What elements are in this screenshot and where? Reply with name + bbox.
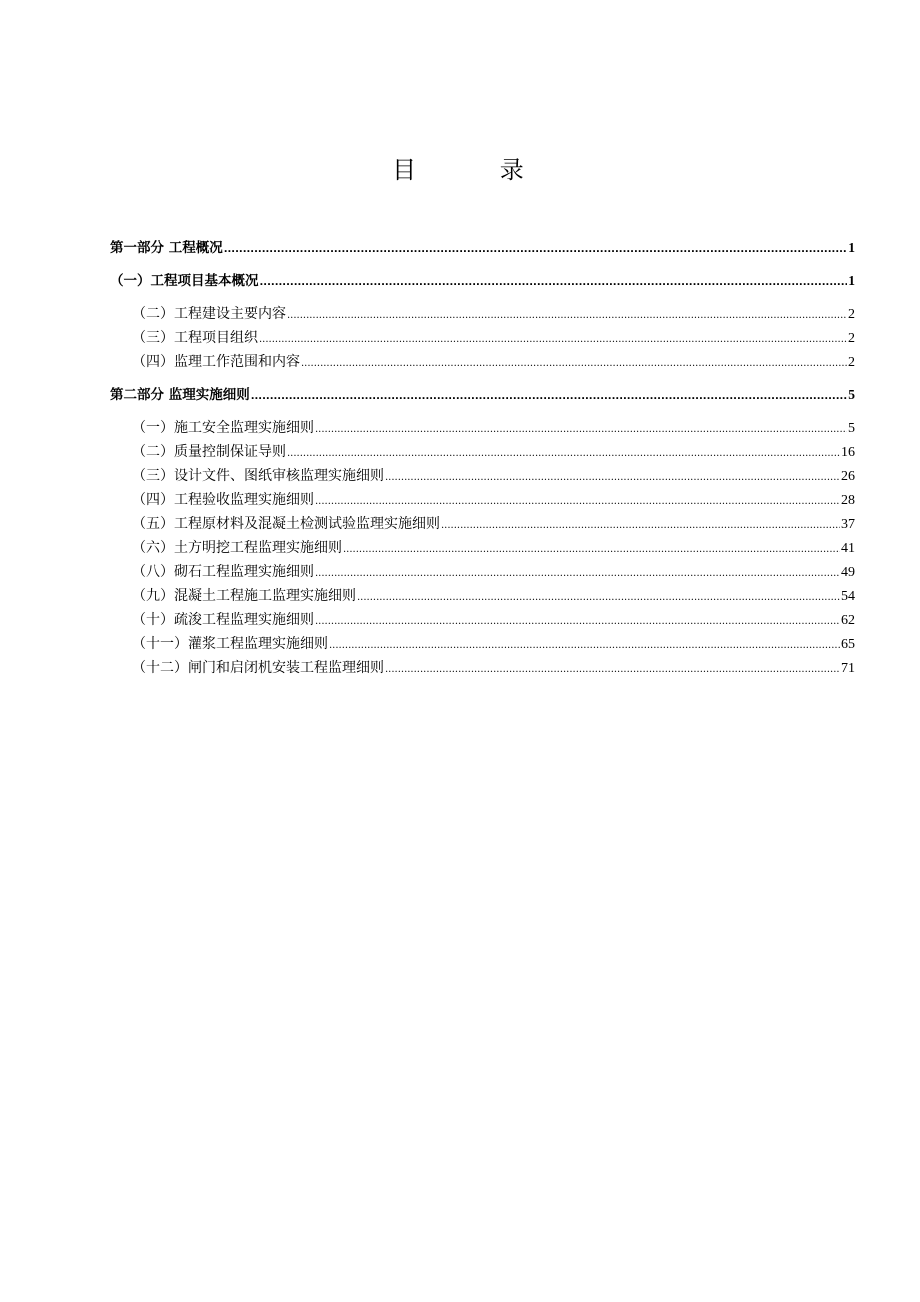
toc-dot-leader (251, 385, 848, 409)
toc-entry-label: （二）质量控制保证导则 (132, 444, 286, 460)
toc-entry[interactable] (110, 488, 855, 512)
toc-page-number: 65 (841, 637, 855, 652)
toc-page-number: 49 (841, 565, 855, 580)
toc-dot-leader (315, 562, 840, 586)
toc-page-number: 2 (848, 307, 855, 322)
toc-entry-label: （五）工程原材料及混凝土检测试验监理实施细则 (132, 516, 440, 532)
toc-entry[interactable] (110, 236, 855, 260)
page-title: 目 录 (392, 156, 562, 184)
table-of-contents (110, 236, 855, 680)
toc-dot-leader (441, 514, 840, 538)
toc-entry[interactable] (110, 416, 855, 440)
toc-entry-label: （二）工程建设主要内容 (132, 306, 286, 322)
toc-dot-leader (301, 352, 847, 376)
toc-entry[interactable] (110, 656, 855, 680)
toc-entry-label: （一）施工安全监理实施细则 (132, 420, 314, 436)
toc-dot-leader (260, 271, 848, 295)
toc-entry[interactable] (110, 269, 855, 293)
toc-entry-label: （九）混凝土工程施工监理实施细则 (132, 588, 356, 604)
toc-entry[interactable] (110, 584, 855, 608)
toc-entry-label: （三）设计文件、图纸审核监理实施细则 (132, 468, 384, 484)
toc-page-number: 5 (848, 387, 855, 402)
toc-dot-leader (315, 490, 840, 514)
toc-dot-leader (343, 538, 840, 562)
toc-page-number: 1 (848, 240, 855, 255)
toc-page-number: 71 (841, 661, 855, 676)
toc-page-number: 37 (841, 517, 855, 532)
toc-entry-label: （十）疏浚工程监理实施细则 (132, 612, 314, 628)
toc-dot-leader (287, 304, 847, 328)
toc-page-number: 26 (841, 469, 855, 484)
toc-entry[interactable] (110, 302, 855, 326)
toc-entry-label: （四）监理工作范围和内容 (132, 354, 300, 370)
toc-entry-label: 第一部分 工程概况 (110, 240, 223, 256)
toc-page-number: 2 (848, 355, 855, 370)
toc-dot-leader (224, 238, 848, 262)
toc-dot-leader (385, 466, 840, 490)
toc-page-number: 41 (841, 541, 855, 556)
toc-page-number: 62 (841, 613, 855, 628)
toc-page-number: 28 (841, 493, 855, 508)
toc-entry-label: （三）工程项目组织 (132, 330, 258, 346)
toc-entry-label: （十一）灌浆工程监理实施细则 (132, 636, 328, 652)
toc-page-number: 16 (841, 445, 855, 460)
toc-entry-label: （四）工程验收监理实施细则 (132, 492, 314, 508)
toc-entry-label: （六）土方明挖工程监理实施细则 (132, 540, 342, 556)
toc-page-number: 54 (841, 589, 855, 604)
toc-dot-leader (259, 328, 847, 352)
toc-entry[interactable] (110, 326, 855, 350)
toc-page-number: 2 (848, 331, 855, 346)
toc-entry[interactable] (110, 440, 855, 464)
toc-entry-label: 第二部分 监理实施细则 (110, 387, 250, 403)
toc-dot-leader (287, 442, 840, 466)
toc-entry[interactable] (110, 512, 855, 536)
toc-entry-label: （一）工程项目基本概况 (110, 273, 259, 289)
toc-entry-label: （十二）闸门和启闭机安装工程监理细则 (132, 660, 384, 676)
toc-page-number: 5 (848, 421, 855, 436)
toc-dot-leader (329, 634, 840, 658)
toc-entry[interactable] (110, 464, 855, 488)
toc-dot-leader (385, 658, 840, 682)
toc-dot-leader (315, 610, 840, 634)
toc-entry[interactable] (110, 350, 855, 374)
toc-entry[interactable] (110, 536, 855, 560)
toc-dot-leader (357, 586, 840, 610)
toc-entry[interactable] (110, 632, 855, 656)
toc-entry-label: （八）砌石工程监理实施细则 (132, 564, 314, 580)
toc-page-number: 1 (848, 273, 855, 288)
toc-entry[interactable] (110, 608, 855, 632)
toc-entry[interactable] (110, 383, 855, 407)
toc-dot-leader (315, 418, 847, 442)
toc-entry[interactable] (110, 560, 855, 584)
